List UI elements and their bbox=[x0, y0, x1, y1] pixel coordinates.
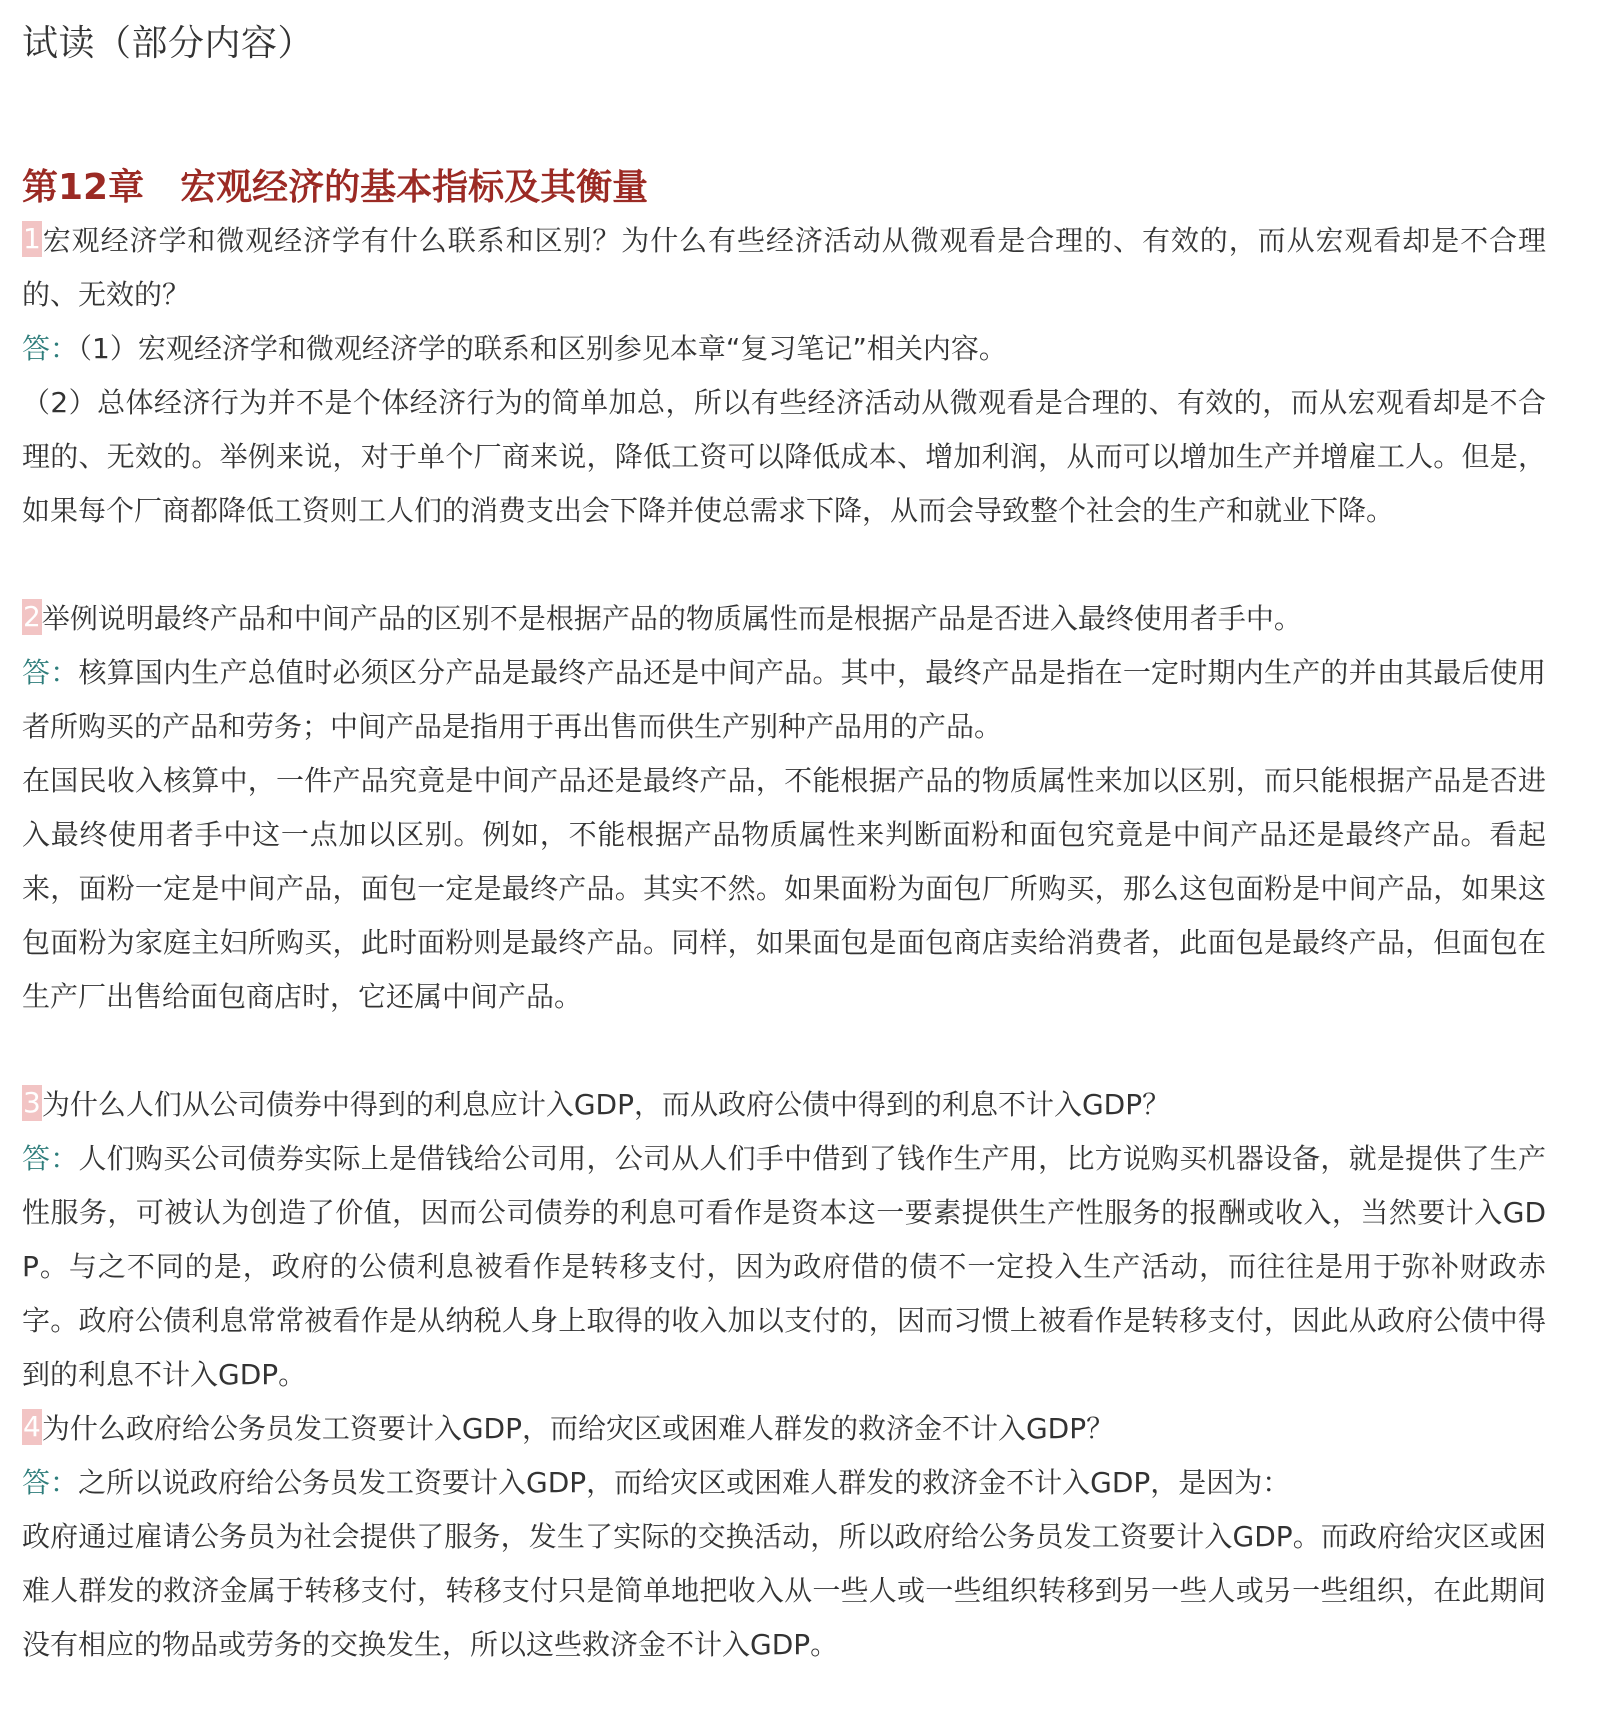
question-number-marker: 1 bbox=[23, 222, 41, 255]
answer-text bbox=[22, 322, 1546, 376]
page-title: 试读（部分内容） bbox=[22, 23, 315, 64]
answer-text bbox=[22, 1456, 1546, 1510]
question-block bbox=[22, 592, 1546, 1024]
question-body: 举例说明最终产品和中间产品的区别不是根据产品的物质属性而是根据产品是否进入最终使用者手中。 bbox=[41, 602, 1302, 635]
chapter-title: 第12章 宏观经济的基本指标及其衡量 bbox=[22, 167, 649, 208]
answer-label: 答： bbox=[22, 656, 79, 689]
answer-body: （1）宏观经济学和微观经济学的联系和区别参见本章“复习笔记”相关内容。 bbox=[78, 332, 1007, 365]
spacer bbox=[22, 1024, 1546, 1078]
answer-label: 答： bbox=[22, 1142, 79, 1175]
spacer bbox=[22, 538, 1546, 592]
answer-label: 答： bbox=[22, 1466, 79, 1499]
question-block bbox=[22, 1078, 1546, 1402]
answer-body: 核算国内生产总值时必须区分产品是最终产品还是中间产品。其中，最终产品是指在一定时期内生产的并由其最后使用者所购买的产品和劳务；中间产品是指用于再出售而供生产别种产品用的产品。 bbox=[22, 656, 1546, 743]
question-body: 宏观经济学和微观经济学有什么联系和区别？为什么有些经济活动从微观看是合理的、有效的，而从宏观看却是不合理的、无效的？ bbox=[22, 224, 1546, 311]
answer-paragraph: 政府通过雇请公务员为社会提供了服务，发生了实际的交换活动，所以政府给公务员发工资要计入GDP。而政府给灾区或困难人群发的救济金属于转移支付，转移支付只是简单地把收入从一些人或一些组织转移到另一些人或另一些组织，在此期间没有相应的物品或劳务的交换发生，所以这些救济金不计入GDP。 bbox=[22, 1520, 1546, 1661]
answer-text bbox=[22, 646, 1546, 754]
answer-label: 答： bbox=[22, 332, 79, 365]
question-block bbox=[22, 1402, 1546, 1672]
question-body: 为什么人们从公司债券中得到的利息应计入GDP，而从政府公债中得到的利息不计入GDP？ bbox=[41, 1088, 1171, 1121]
question-text bbox=[22, 592, 1546, 646]
answer-body: 之所以说政府给公务员发工资要计入GDP，而给灾区或困难人群发的救济金不计入GDP，是因为： bbox=[78, 1466, 1291, 1499]
question-body: 为什么政府给公务员发工资要计入GDP，而给灾区或困难人群发的救济金不计入GDP？ bbox=[41, 1412, 1115, 1445]
question-number-marker: 4 bbox=[23, 1410, 41, 1443]
question-text bbox=[22, 1078, 1546, 1132]
answer-paragraph: 在国民收入核算中，一件产品究竟是中间产品还是最终产品，不能根据产品的物质属性来加以区别，而只能根据产品是否进入最终使用者手中这一点加以区别。例如，不能根据产品物质属性来判断面粉和面包究竟是中间产品还是最终产品。看起来，面粉一定是中间产品，面包一定是最终产品。其实不然。如果面粉为面包厂所购买，那么这包面粉是中间产品，如果这包面粉为家庭主妇所购买，此时面粉则是最终产品。同样，如果面包是面包商店卖给消费者，此面包是最终产品，但面包在生产厂出售给面包商店时，它还属中间产品。 bbox=[22, 764, 1546, 1013]
question-text bbox=[22, 1402, 1546, 1456]
question-text bbox=[22, 214, 1546, 322]
question-block bbox=[22, 214, 1546, 538]
answer-text bbox=[22, 1132, 1546, 1402]
answer-paragraph: （2）总体经济行为并不是个体经济行为的简单加总，所以有些经济活动从微观看是合理的、有效的，而从宏观看却是不合理的、无效的。举例来说，对于单个厂商来说，降低工资可以降低成本、增加利润，从而可以增加生产并增雇工人。但是，如果每个厂商都降低工资则工人们的消费支出会下降并使总需求下降，从而会导致整个社会的生产和就业下降。 bbox=[22, 386, 1546, 527]
question-number-marker: 3 bbox=[23, 1086, 41, 1119]
answer-body: 人们购买公司债券实际上是借钱给公司用，公司从人们手中借到了钱作生产用，比方说购买机器设备，就是提供了生产性服务，可被认为创造了价值，因而公司债券的利息可看作是资本这一要素提供生产性服务的报酬或收入，当然要计入GDP。与之不同的是，政府的公债利息被看作是转移支付，因为政府借的债不一定投入生产活动，而往往是用于弥补财政赤字。政府公债利息常常被看作是从纳税人身上取得的收入加以支付的，因而习惯上被看作是转移支付，因此从政府公债中得到的利息不计入GDP。 bbox=[22, 1142, 1546, 1391]
question-number-marker: 2 bbox=[23, 600, 41, 633]
